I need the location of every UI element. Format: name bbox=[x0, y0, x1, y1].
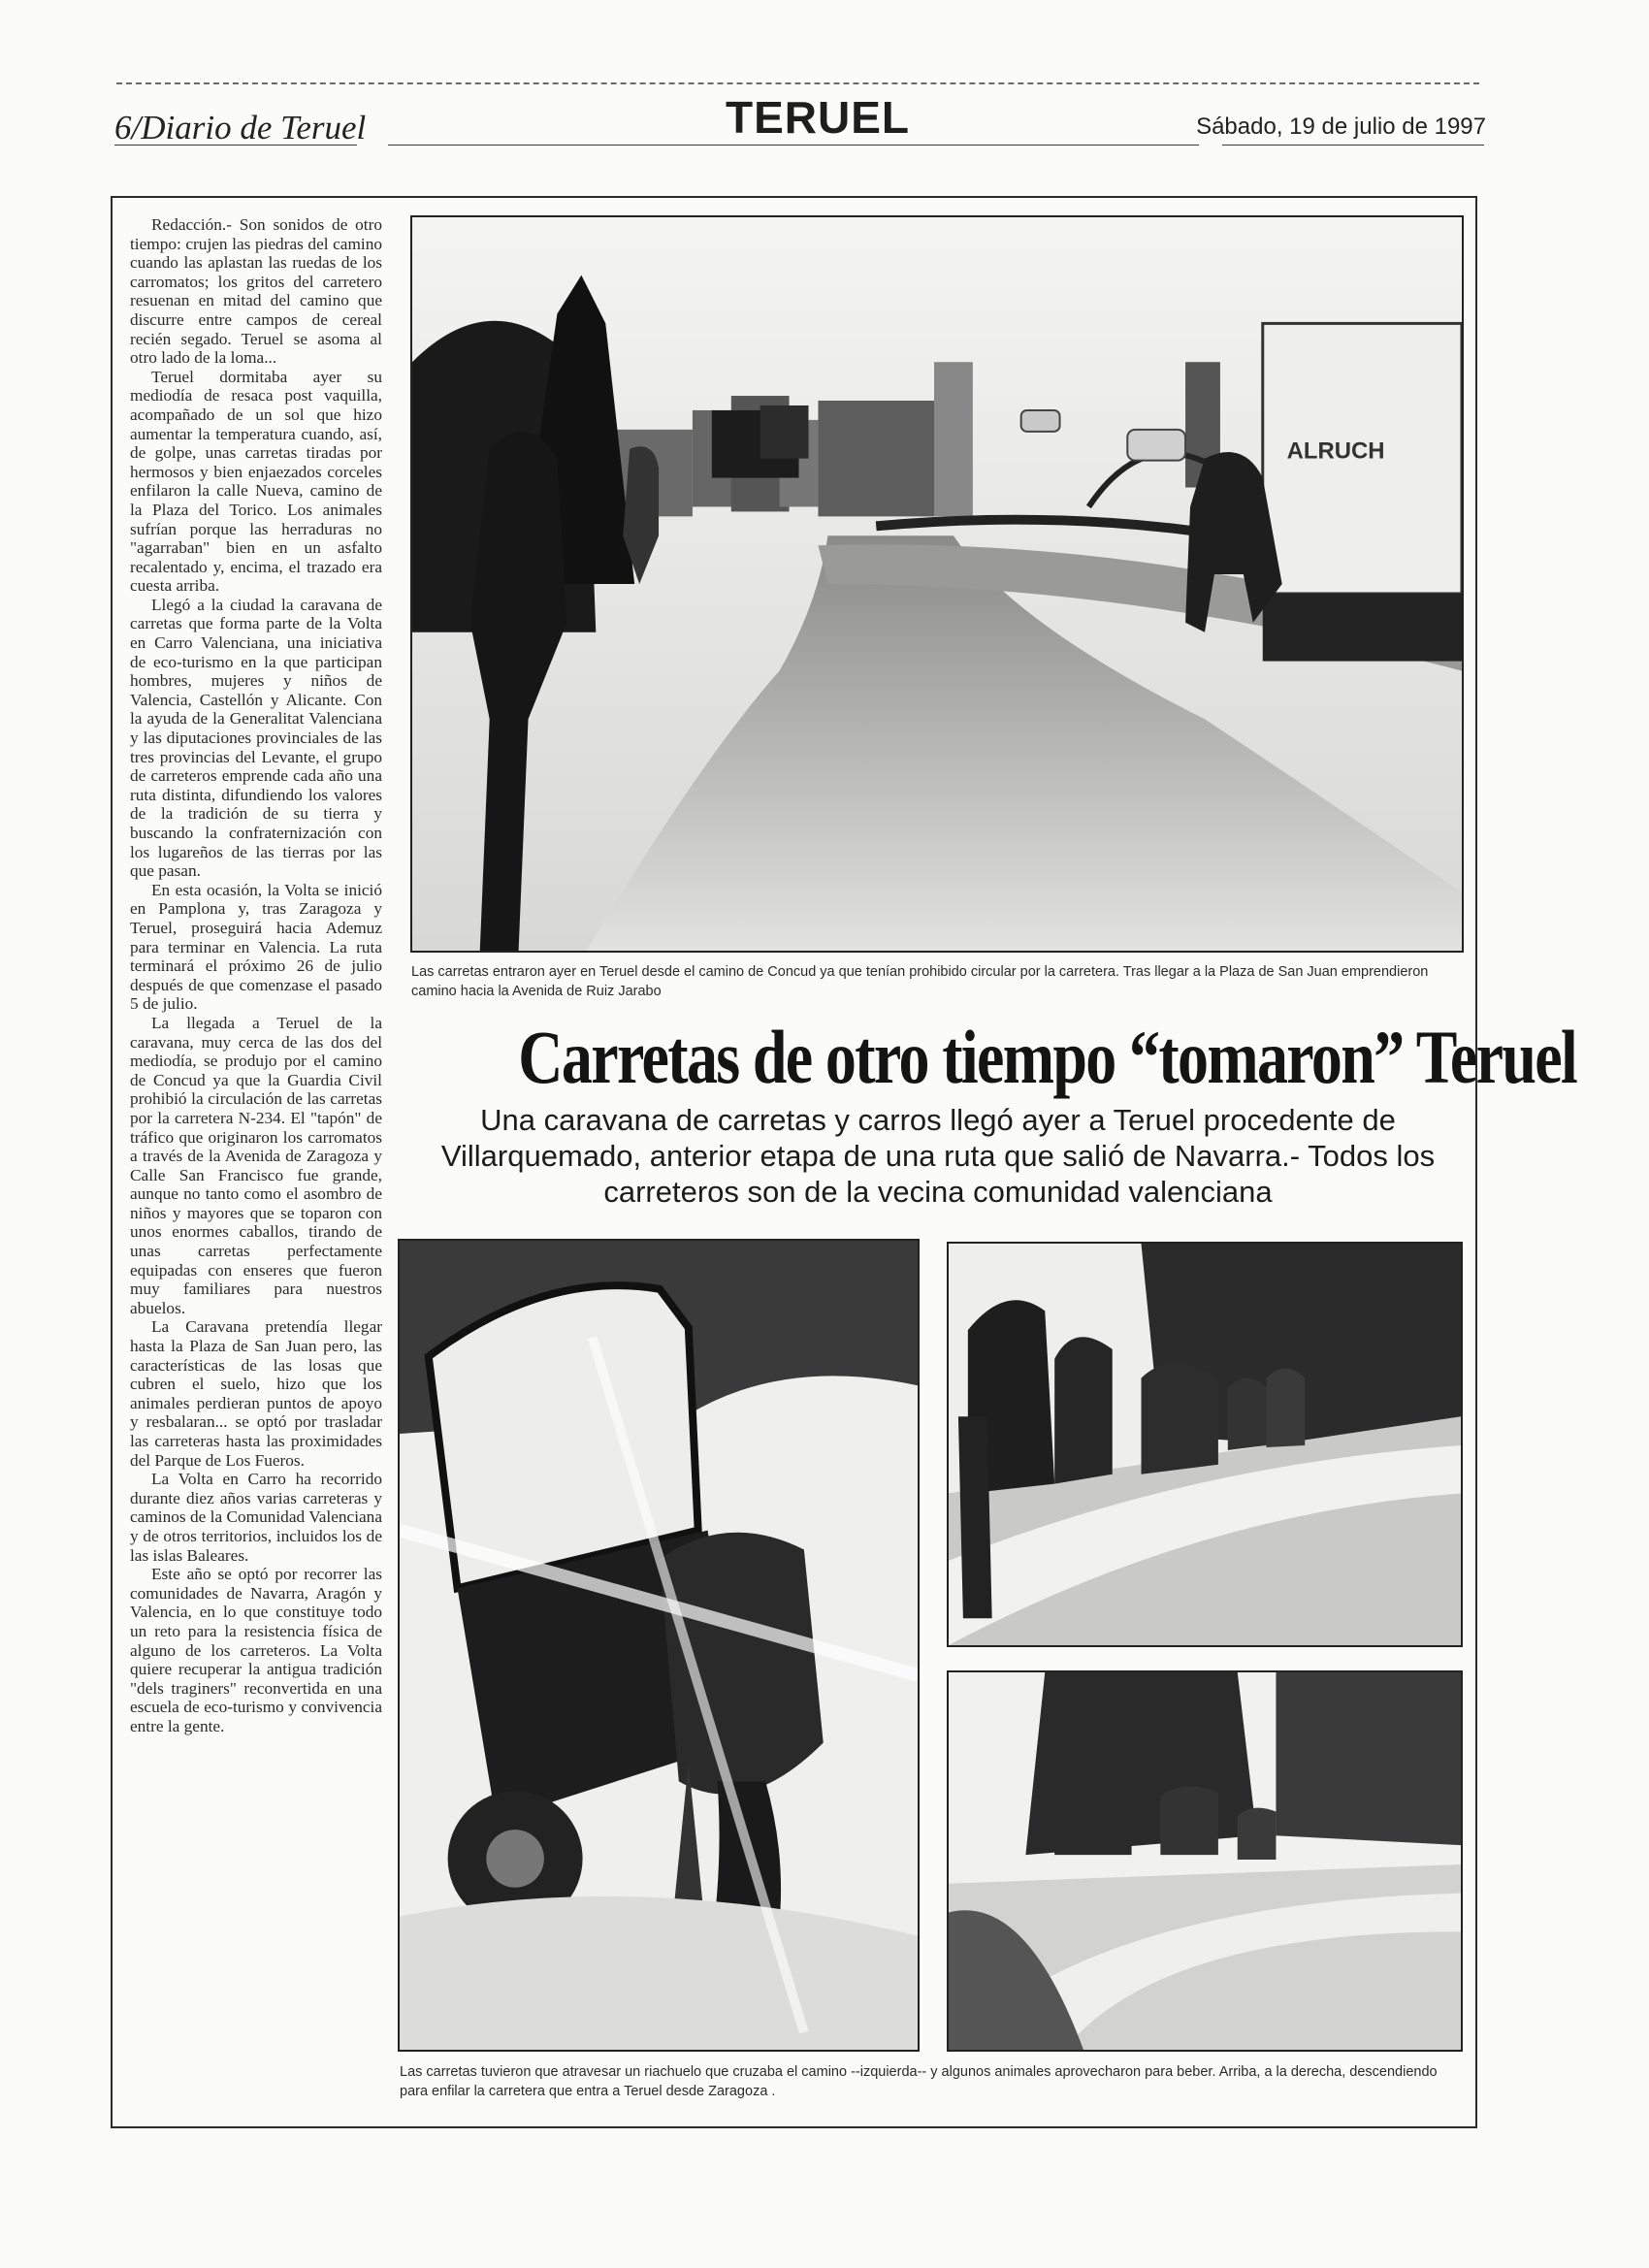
section-title: TERUEL bbox=[726, 92, 910, 143]
article-paragraph: Redacción.- Son sonidos de otro tiempo: crujen las piedras del camino cuando las aplastan las ruedas de los carromatos; los gritos del carretero resuenan en mitad del camino que discurre entre campos de cereal recién segado. Teruel se asoma al otro lado de la loma... bbox=[130, 215, 382, 368]
truck-banner-text: ALRUCH bbox=[1286, 437, 1385, 465]
article-paragraph: La Volta en Carro ha recorrido durante diez años varias carreteras y caminos de la Comunidad Valenciana y de otros territorios, incluidos los de las islas Baleares. bbox=[130, 1470, 382, 1565]
article-paragraph: Teruel dormitaba ayer su mediodía de resaca post vaquilla, acompañado de un sol que hizo aumentar la temperatura cuando, así, de golpe, unas carretas tiradas por hermosos y bien enjaezados corceles enfilaron la calle Nueva, camino de la Plaza del Torico. Los animales sufrían porque las herraduras no "agarraban" bien en un asfalto recalentado y, encima, el trazado era cuesta arriba. bbox=[130, 367, 382, 596]
article-subhead: Una caravana de carretas y carros llegó ayer a Teruel procedente de Villarquemado, anterior etapa de una ruta que salió de Navarra.- Todos los carreteros son de la vecina comunidad valenciana bbox=[440, 1103, 1436, 1209]
caption-top-photo: Las carretas entraron ayer en Teruel desde el camino de Concud ya que tenían prohibido circular por la carretera. Tras llegar a la Plaza de San Juan emprendieron camino hacia la Avenida de Ruiz Jarabo bbox=[411, 964, 1429, 999]
header-bottom-rule bbox=[388, 145, 1199, 146]
article-headline: Carretas de otro tiempo “tomaron” Teruel bbox=[518, 1015, 1577, 1099]
page-folio: 6/Diario de Teruel bbox=[114, 109, 367, 146]
article-paragraph: Este año se optó por recorrer las comunidades de Navarra, Aragón y Valencia, en lo que constituye todo un reto para la resistencia física de alguno de los carreteros. La Volta quiere recuperar la antigua tradición "dels traginers" reconvertida en una escuela de eco-turismo y convivencia entre la gente. bbox=[130, 1565, 382, 1735]
article-paragraph: La Caravana pretendía llegar hasta la Plaza de San Juan pero, las características de las losas que cubren el suelo, hizo que los animales perdieran puntos de apoyo y resbalaran... se optó por trasladar las carreteras hasta las proximidades del Parque de Los Fueros. bbox=[130, 1317, 382, 1470]
article-paragraph: La llegada a Teruel de la caravana, muy cerca de las dos del mediodía, se produjo por el camino de Concud ya que la Guardia Civil prohibió la circulación de las carretas por la carretera N-234. El "tapón" de tráfico que originaron los carromatos a través de la Avenida de Zaragoza y Calle San Francisco fue grande, aunque no tanto como el asombro de niños y mayores que se toparon con unos enormes caballos, tirando de unas carretas perfectamente equipadas con enseres que fueron muy familiares para nuestros abuelos. bbox=[130, 1013, 382, 1317]
caption-bottom-photos: Las carretas tuvieron que atravesar un riachuelo que cruzaba el camino --izquierda-- y algunos animales aprovecharon para beber. Arriba, a la derecha, descendiendo para enfilar la carretera que entra a Teruel desde Zaragoza . bbox=[400, 2064, 1438, 2099]
photo-cart-crossing-stream bbox=[398, 1239, 920, 2052]
page-date: Sábado, 19 de julio de 1997 bbox=[1196, 113, 1486, 140]
photo-caravan-entering-teruel bbox=[410, 215, 1464, 953]
article-paragraph: En esta ocasión, la Volta se inició en Pamplona y, tras Zaragoza y Teruel, proseguirá hacia Ademuz para terminar en Valencia. La ruta terminará el próximo 26 de julio después de que comenzase el pasado 5 de julio. bbox=[130, 880, 382, 1014]
article-body bbox=[130, 215, 382, 2078]
header-top-rule bbox=[116, 82, 1479, 84]
article-paragraph: Llegó a la ciudad la caravana de carretas que forma parte de la Volta en Carro Valenciana, una iniciativa de eco-turismo en la que participan hombres, mujeres y niños de Valencia, Castellón y Alicante. Con la ayuda de la Generalitat Valenciana y las diputaciones provinciales de las tres provincias del Levante, el grupo de carreteros emprende cada año una ruta distinta, difundiendo los valores de la tradición de su tierra y buscando la confraternización con los lugareños de las tierras por las que pasan. bbox=[130, 595, 382, 881]
header-bottom-rule-right bbox=[1222, 145, 1484, 146]
photo-carts-on-dirt-road bbox=[947, 1242, 1463, 1647]
photo-carts-descending-road bbox=[947, 1670, 1463, 2052]
